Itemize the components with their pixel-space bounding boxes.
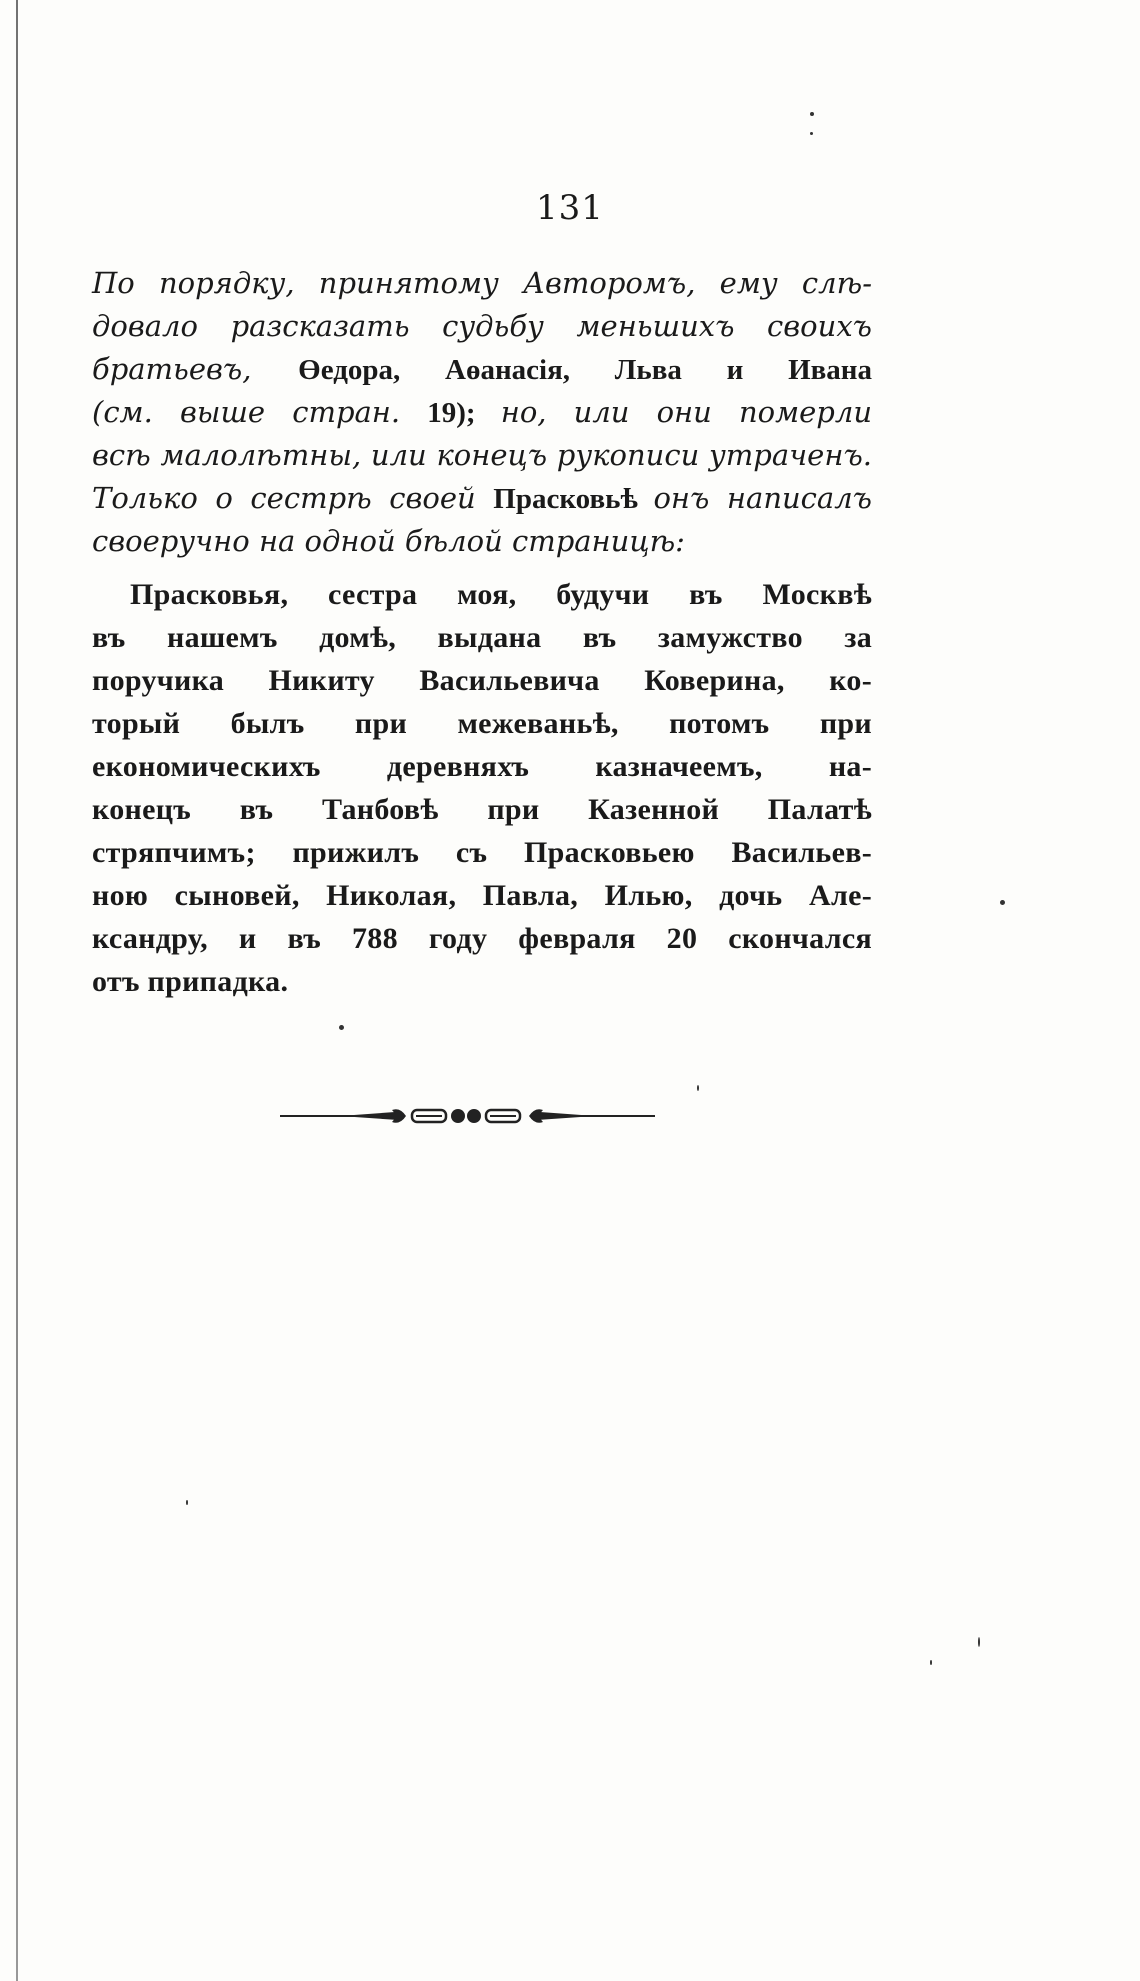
- text-run: довало разсказать судьбу меньшихъ своихъ: [92, 309, 872, 343]
- page-number: 131: [536, 188, 604, 228]
- text-line: ксандру, и въ 788 году февраля 20 скончался: [92, 922, 872, 955]
- text-run: (см. выше стран.: [92, 395, 428, 429]
- text-run: онъ написалъ: [653, 481, 872, 515]
- text-line: стряпчимъ; прижилъ съ Прасковьею Васильев-: [92, 836, 872, 869]
- text-line: въ нашемъ домѣ, выдана въ замужство за: [92, 621, 872, 654]
- text-line: [92, 477, 872, 520]
- scan-speck: [978, 1637, 980, 1647]
- scan-speck: [697, 1085, 699, 1091]
- scan-speck: [810, 112, 814, 116]
- scan-speck: [339, 1025, 344, 1030]
- text-run: всѣ малолѣтны, или конецъ рукописи утраченъ.: [92, 438, 872, 472]
- text-line: Прасковья, сестра моя, будучи въ Москвѣ: [130, 578, 872, 611]
- text-line: [92, 434, 872, 477]
- text-line: ною сыновей, Николая, Павла, Илью, дочь Але-: [92, 879, 872, 912]
- text-line: отъ припадка.: [92, 965, 289, 998]
- text-line: поручика Никиту Васильевича Коверина, ко-: [92, 664, 872, 697]
- scan-speck: [1000, 900, 1005, 905]
- text-run: По порядку, принятому Авторомъ, ему слѣ-: [92, 266, 872, 300]
- text-line: торый былъ при межеваньѣ, потомъ при: [92, 707, 872, 740]
- text-line: [92, 391, 872, 434]
- text-run: но, или они померли: [500, 395, 872, 429]
- paragraph-manuscript-quote: [92, 573, 872, 1003]
- text-run: 19);: [427, 397, 501, 429]
- paragraph-editorial-note: [92, 262, 872, 563]
- text-line: [92, 262, 872, 305]
- text-run: братьевъ,: [92, 352, 299, 386]
- text-line: [92, 348, 872, 391]
- text-run: своеручно на одной бѣлой страницѣ:: [92, 524, 685, 558]
- page-edge-line: [16, 0, 18, 1981]
- text-run: Только о сестрѣ своей: [92, 481, 494, 515]
- text-run: Прасковьѣ: [493, 483, 654, 515]
- text-line: економическихъ деревняхъ казначеемъ, на-: [92, 750, 872, 783]
- decorative-rule-icon: [280, 1106, 655, 1126]
- text-block: [92, 262, 872, 1003]
- text-run: Өедора, Аөанасія, Льва и Ивана: [298, 354, 872, 386]
- scan-speck: [186, 1500, 188, 1505]
- text-line: [92, 520, 872, 563]
- scan-speck: [930, 1660, 932, 1665]
- text-line: конецъ въ Танбовѣ при Казенной Палатѣ: [92, 793, 872, 826]
- text-line: [92, 305, 872, 348]
- scan-speck: [810, 132, 813, 135]
